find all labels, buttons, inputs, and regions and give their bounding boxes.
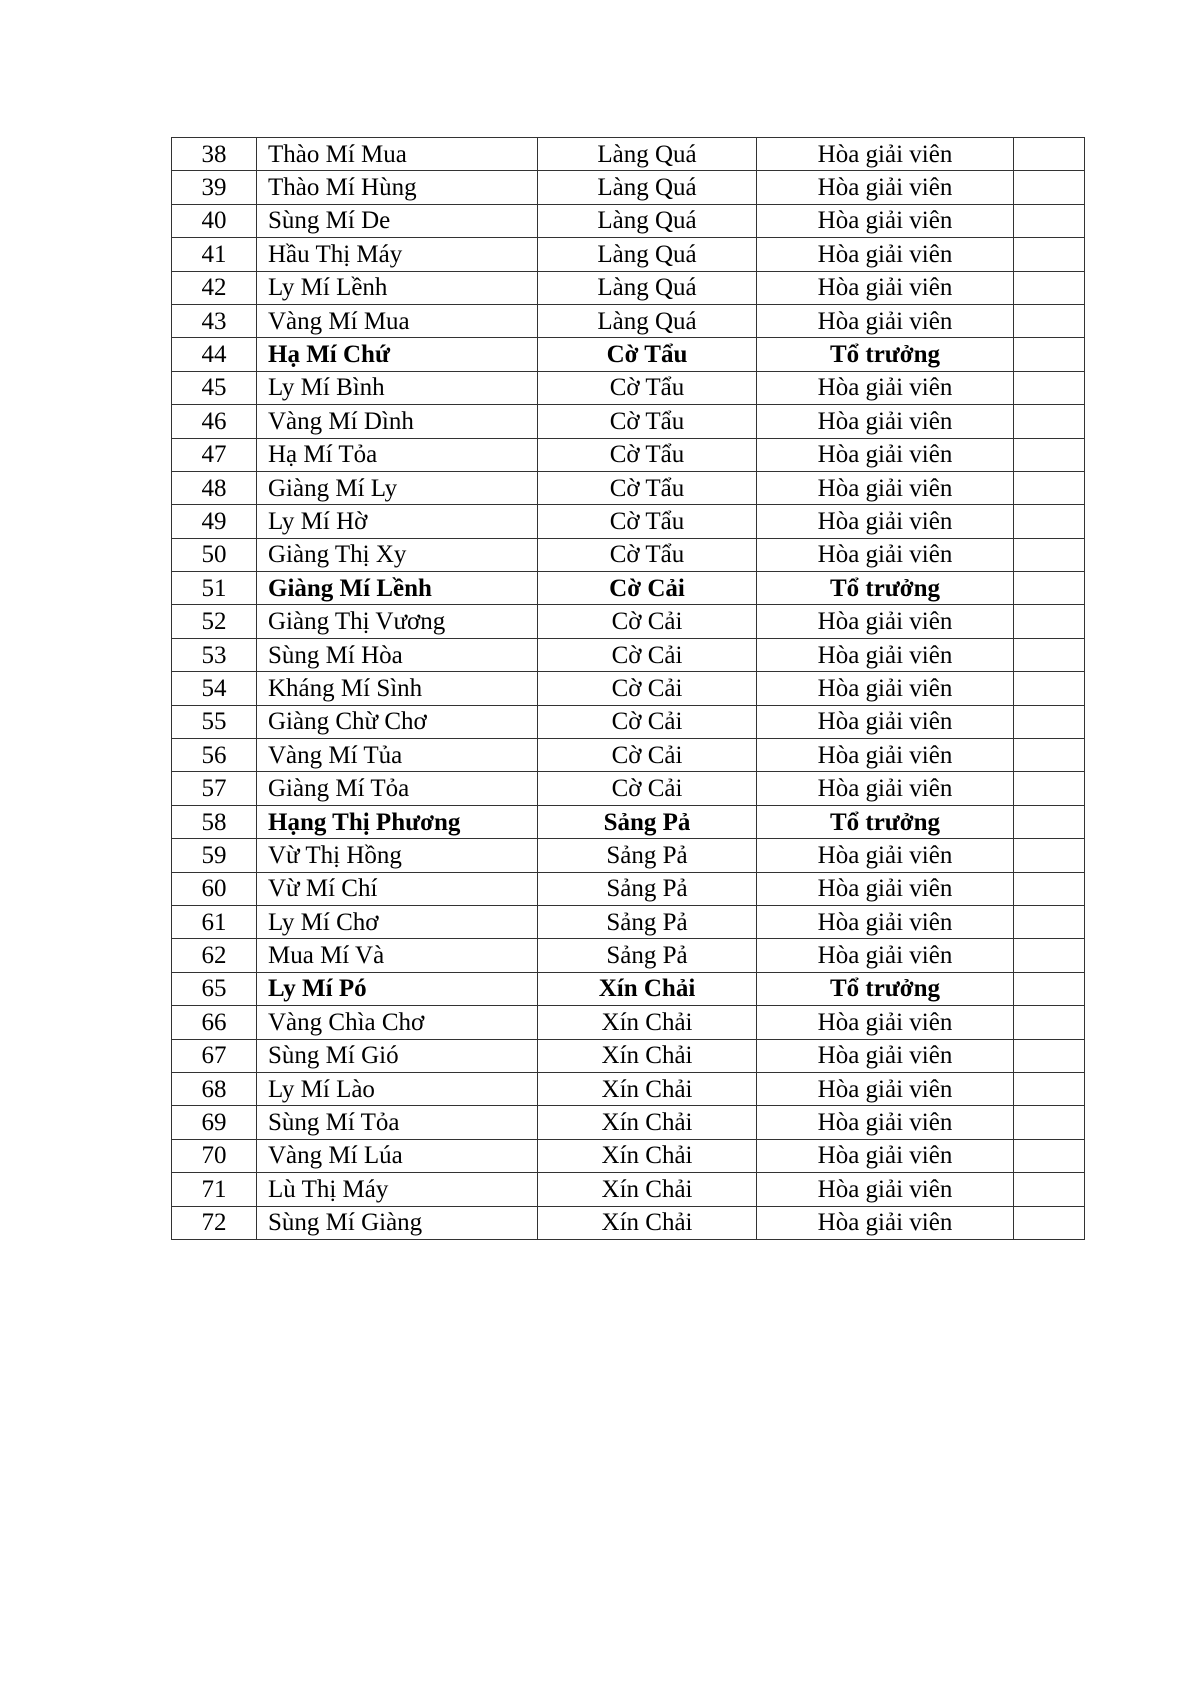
member-name-cell: Sùng Mí Tỏa xyxy=(257,1106,538,1139)
member-name-cell: Giàng Mí Ly xyxy=(257,471,538,504)
row-number-cell: 72 xyxy=(172,1206,257,1239)
table-row xyxy=(172,772,1085,805)
row-number-cell: 43 xyxy=(172,304,257,337)
table-row xyxy=(172,1039,1085,1072)
role-cell: Hòa giải viên xyxy=(757,839,1014,872)
table-row xyxy=(172,238,1085,271)
row-number-cell: 58 xyxy=(172,805,257,838)
role-cell: Hòa giải viên xyxy=(757,672,1014,705)
village-cell: Xín Chải xyxy=(538,1039,757,1072)
role-cell: Hòa giải viên xyxy=(757,872,1014,905)
village-cell: Xín Chải xyxy=(538,1106,757,1139)
row-number-cell: 59 xyxy=(172,839,257,872)
note-cell xyxy=(1014,338,1085,371)
role-cell: Tổ trưởng xyxy=(757,572,1014,605)
member-name-cell: Ly Mí Hờ xyxy=(257,505,538,538)
note-cell xyxy=(1014,839,1085,872)
table-row xyxy=(172,171,1085,204)
member-name-cell: Sùng Mí Gió xyxy=(257,1039,538,1072)
note-cell xyxy=(1014,1072,1085,1105)
member-name-cell: Thào Mí Hùng xyxy=(257,171,538,204)
role-cell: Hòa giải viên xyxy=(757,772,1014,805)
note-cell xyxy=(1014,1106,1085,1139)
note-cell xyxy=(1014,1006,1085,1039)
role-cell: Hòa giải viên xyxy=(757,1206,1014,1239)
member-name-cell: Giàng Thị Xy xyxy=(257,538,538,571)
note-cell xyxy=(1014,204,1085,237)
note-cell xyxy=(1014,638,1085,671)
row-number-cell: 68 xyxy=(172,1072,257,1105)
role-cell: Hòa giải viên xyxy=(757,1173,1014,1206)
row-number-cell: 47 xyxy=(172,438,257,471)
village-cell: Xín Chải xyxy=(538,1206,757,1239)
table-row xyxy=(172,905,1085,938)
row-number-cell: 52 xyxy=(172,605,257,638)
note-cell xyxy=(1014,572,1085,605)
village-cell: Cờ Cải xyxy=(538,605,757,638)
row-number-cell: 71 xyxy=(172,1173,257,1206)
village-cell: Cờ Tẩu xyxy=(538,538,757,571)
member-name-cell: Ly Mí Pó xyxy=(257,972,538,1005)
village-cell: Cờ Tẩu xyxy=(538,338,757,371)
table-row xyxy=(172,939,1085,972)
table-row xyxy=(172,1006,1085,1039)
row-number-cell: 38 xyxy=(172,138,257,171)
table-row xyxy=(172,371,1085,404)
row-number-cell: 39 xyxy=(172,171,257,204)
role-cell: Tổ trưởng xyxy=(757,338,1014,371)
row-number-cell: 57 xyxy=(172,772,257,805)
note-cell xyxy=(1014,805,1085,838)
member-name-cell: Giàng Thị Vương xyxy=(257,605,538,638)
village-cell: Cờ Cải xyxy=(538,672,757,705)
role-cell: Hòa giải viên xyxy=(757,1039,1014,1072)
role-cell: Hòa giải viên xyxy=(757,638,1014,671)
table-row xyxy=(172,438,1085,471)
row-number-cell: 65 xyxy=(172,972,257,1005)
member-name-cell: Giàng Chừ Chơ xyxy=(257,705,538,738)
member-name-cell: Hạ Mí Tỏa xyxy=(257,438,538,471)
row-number-cell: 54 xyxy=(172,672,257,705)
member-name-cell: Vàng Mí Lúa xyxy=(257,1139,538,1172)
row-number-cell: 45 xyxy=(172,371,257,404)
table-row xyxy=(172,1072,1085,1105)
member-name-cell: Hạng Thị Phương xyxy=(257,805,538,838)
note-cell xyxy=(1014,872,1085,905)
table-row xyxy=(172,638,1085,671)
row-number-cell: 41 xyxy=(172,238,257,271)
member-name-cell: Vừ Thị Hồng xyxy=(257,839,538,872)
village-cell: Cờ Tẩu xyxy=(538,371,757,404)
village-cell: Cờ Cải xyxy=(538,772,757,805)
village-cell: Sảng Pả xyxy=(538,872,757,905)
row-number-cell: 56 xyxy=(172,739,257,772)
village-cell: Làng Quá xyxy=(538,204,757,237)
row-number-cell: 67 xyxy=(172,1039,257,1072)
note-cell xyxy=(1014,772,1085,805)
role-cell: Hòa giải viên xyxy=(757,238,1014,271)
note-cell xyxy=(1014,1139,1085,1172)
note-cell xyxy=(1014,371,1085,404)
role-cell: Hòa giải viên xyxy=(757,705,1014,738)
table-row xyxy=(172,1106,1085,1139)
row-number-cell: 48 xyxy=(172,471,257,504)
table-row xyxy=(172,739,1085,772)
village-cell: Làng Quá xyxy=(538,171,757,204)
role-cell: Hòa giải viên xyxy=(757,739,1014,772)
note-cell xyxy=(1014,705,1085,738)
note-cell xyxy=(1014,939,1085,972)
village-cell: Sảng Pả xyxy=(538,905,757,938)
role-cell: Hòa giải viên xyxy=(757,1106,1014,1139)
member-name-cell: Vàng Chìa Chơ xyxy=(257,1006,538,1039)
note-cell xyxy=(1014,1206,1085,1239)
member-name-cell: Kháng Mí Sình xyxy=(257,672,538,705)
row-number-cell: 70 xyxy=(172,1139,257,1172)
member-name-cell: Ly Mí Lềnh xyxy=(257,271,538,304)
role-cell: Tổ trưởng xyxy=(757,805,1014,838)
table-row xyxy=(172,538,1085,571)
table-row xyxy=(172,271,1085,304)
member-name-cell: Vàng Mí Mua xyxy=(257,304,538,337)
role-cell: Hòa giải viên xyxy=(757,1139,1014,1172)
row-number-cell: 50 xyxy=(172,538,257,571)
member-name-cell: Sùng Mí Giàng xyxy=(257,1206,538,1239)
member-name-cell: Ly Mí Lào xyxy=(257,1072,538,1105)
note-cell xyxy=(1014,438,1085,471)
table-row xyxy=(172,1139,1085,1172)
table-row xyxy=(172,839,1085,872)
role-cell: Hòa giải viên xyxy=(757,138,1014,171)
member-name-cell: Ly Mí Bình xyxy=(257,371,538,404)
row-number-cell: 51 xyxy=(172,572,257,605)
note-cell xyxy=(1014,271,1085,304)
table-row xyxy=(172,605,1085,638)
role-cell: Hòa giải viên xyxy=(757,405,1014,438)
note-cell xyxy=(1014,739,1085,772)
village-cell: Xín Chải xyxy=(538,1139,757,1172)
member-name-cell: Mua Mí Và xyxy=(257,939,538,972)
role-cell: Hòa giải viên xyxy=(757,271,1014,304)
row-number-cell: 61 xyxy=(172,905,257,938)
village-cell: Sảng Pả xyxy=(538,939,757,972)
table-row xyxy=(172,138,1085,171)
village-cell: Xín Chải xyxy=(538,1072,757,1105)
role-cell: Hòa giải viên xyxy=(757,171,1014,204)
note-cell xyxy=(1014,972,1085,1005)
table-row xyxy=(172,705,1085,738)
village-cell: Xín Chải xyxy=(538,972,757,1005)
note-cell xyxy=(1014,138,1085,171)
note-cell xyxy=(1014,1039,1085,1072)
role-cell: Hòa giải viên xyxy=(757,371,1014,404)
row-number-cell: 69 xyxy=(172,1106,257,1139)
village-cell: Làng Quá xyxy=(538,271,757,304)
row-number-cell: 60 xyxy=(172,872,257,905)
member-name-cell: Giàng Mí Tỏa xyxy=(257,772,538,805)
row-number-cell: 49 xyxy=(172,505,257,538)
village-cell: Làng Quá xyxy=(538,304,757,337)
role-cell: Hòa giải viên xyxy=(757,204,1014,237)
village-cell: Cờ Cải xyxy=(538,739,757,772)
note-cell xyxy=(1014,304,1085,337)
table-row xyxy=(172,204,1085,237)
village-cell: Cờ Cải xyxy=(538,572,757,605)
village-cell: Cờ Tẩu xyxy=(538,505,757,538)
role-cell: Hòa giải viên xyxy=(757,1006,1014,1039)
table-row xyxy=(172,1206,1085,1239)
village-cell: Xín Chải xyxy=(538,1006,757,1039)
row-number-cell: 44 xyxy=(172,338,257,371)
note-cell xyxy=(1014,905,1085,938)
village-cell: Cờ Tẩu xyxy=(538,405,757,438)
role-cell: Hòa giải viên xyxy=(757,905,1014,938)
table-row xyxy=(172,572,1085,605)
village-cell: Làng Quá xyxy=(538,238,757,271)
table-row xyxy=(172,505,1085,538)
table-row xyxy=(172,872,1085,905)
row-number-cell: 66 xyxy=(172,1006,257,1039)
note-cell xyxy=(1014,238,1085,271)
village-cell: Sảng Pả xyxy=(538,839,757,872)
role-cell: Tổ trưởng xyxy=(757,972,1014,1005)
row-number-cell: 55 xyxy=(172,705,257,738)
table-row xyxy=(172,672,1085,705)
note-cell xyxy=(1014,605,1085,638)
table-row xyxy=(172,338,1085,371)
note-cell xyxy=(1014,171,1085,204)
row-number-cell: 40 xyxy=(172,204,257,237)
note-cell xyxy=(1014,471,1085,504)
member-name-cell: Giàng Mí Lềnh xyxy=(257,572,538,605)
row-number-cell: 62 xyxy=(172,939,257,972)
village-cell: Xín Chải xyxy=(538,1173,757,1206)
member-name-cell: Hạ Mí Chứ xyxy=(257,338,538,371)
row-number-cell: 46 xyxy=(172,405,257,438)
village-cell: Làng Quá xyxy=(538,138,757,171)
table-row xyxy=(172,972,1085,1005)
note-cell xyxy=(1014,672,1085,705)
village-cell: Cờ Tẩu xyxy=(538,471,757,504)
role-cell: Hòa giải viên xyxy=(757,471,1014,504)
member-table xyxy=(171,137,1085,1240)
village-cell: Cờ Tẩu xyxy=(538,438,757,471)
table-row xyxy=(172,304,1085,337)
role-cell: Hòa giải viên xyxy=(757,304,1014,337)
role-cell: Hòa giải viên xyxy=(757,438,1014,471)
row-number-cell: 53 xyxy=(172,638,257,671)
member-name-cell: Vừ Mí Chí xyxy=(257,872,538,905)
member-name-cell: Ly Mí Chơ xyxy=(257,905,538,938)
note-cell xyxy=(1014,1173,1085,1206)
role-cell: Hòa giải viên xyxy=(757,939,1014,972)
member-name-cell: Hầu Thị Máy xyxy=(257,238,538,271)
row-number-cell: 42 xyxy=(172,271,257,304)
table-row xyxy=(172,805,1085,838)
table-row xyxy=(172,1173,1085,1206)
table-row xyxy=(172,471,1085,504)
member-name-cell: Vàng Mí Dình xyxy=(257,405,538,438)
member-name-cell: Thào Mí Mua xyxy=(257,138,538,171)
member-name-cell: Vàng Mí Tủa xyxy=(257,739,538,772)
note-cell xyxy=(1014,505,1085,538)
role-cell: Hòa giải viên xyxy=(757,538,1014,571)
role-cell: Hòa giải viên xyxy=(757,505,1014,538)
village-cell: Cờ Cải xyxy=(538,705,757,738)
member-table-body xyxy=(172,138,1085,1240)
village-cell: Sảng Pả xyxy=(538,805,757,838)
member-name-cell: Sùng Mí Hòa xyxy=(257,638,538,671)
note-cell xyxy=(1014,538,1085,571)
note-cell xyxy=(1014,405,1085,438)
role-cell: Hòa giải viên xyxy=(757,605,1014,638)
member-name-cell: Sùng Mí De xyxy=(257,204,538,237)
table-row xyxy=(172,405,1085,438)
role-cell: Hòa giải viên xyxy=(757,1072,1014,1105)
member-name-cell: Lù Thị Máy xyxy=(257,1173,538,1206)
village-cell: Cờ Cải xyxy=(538,638,757,671)
